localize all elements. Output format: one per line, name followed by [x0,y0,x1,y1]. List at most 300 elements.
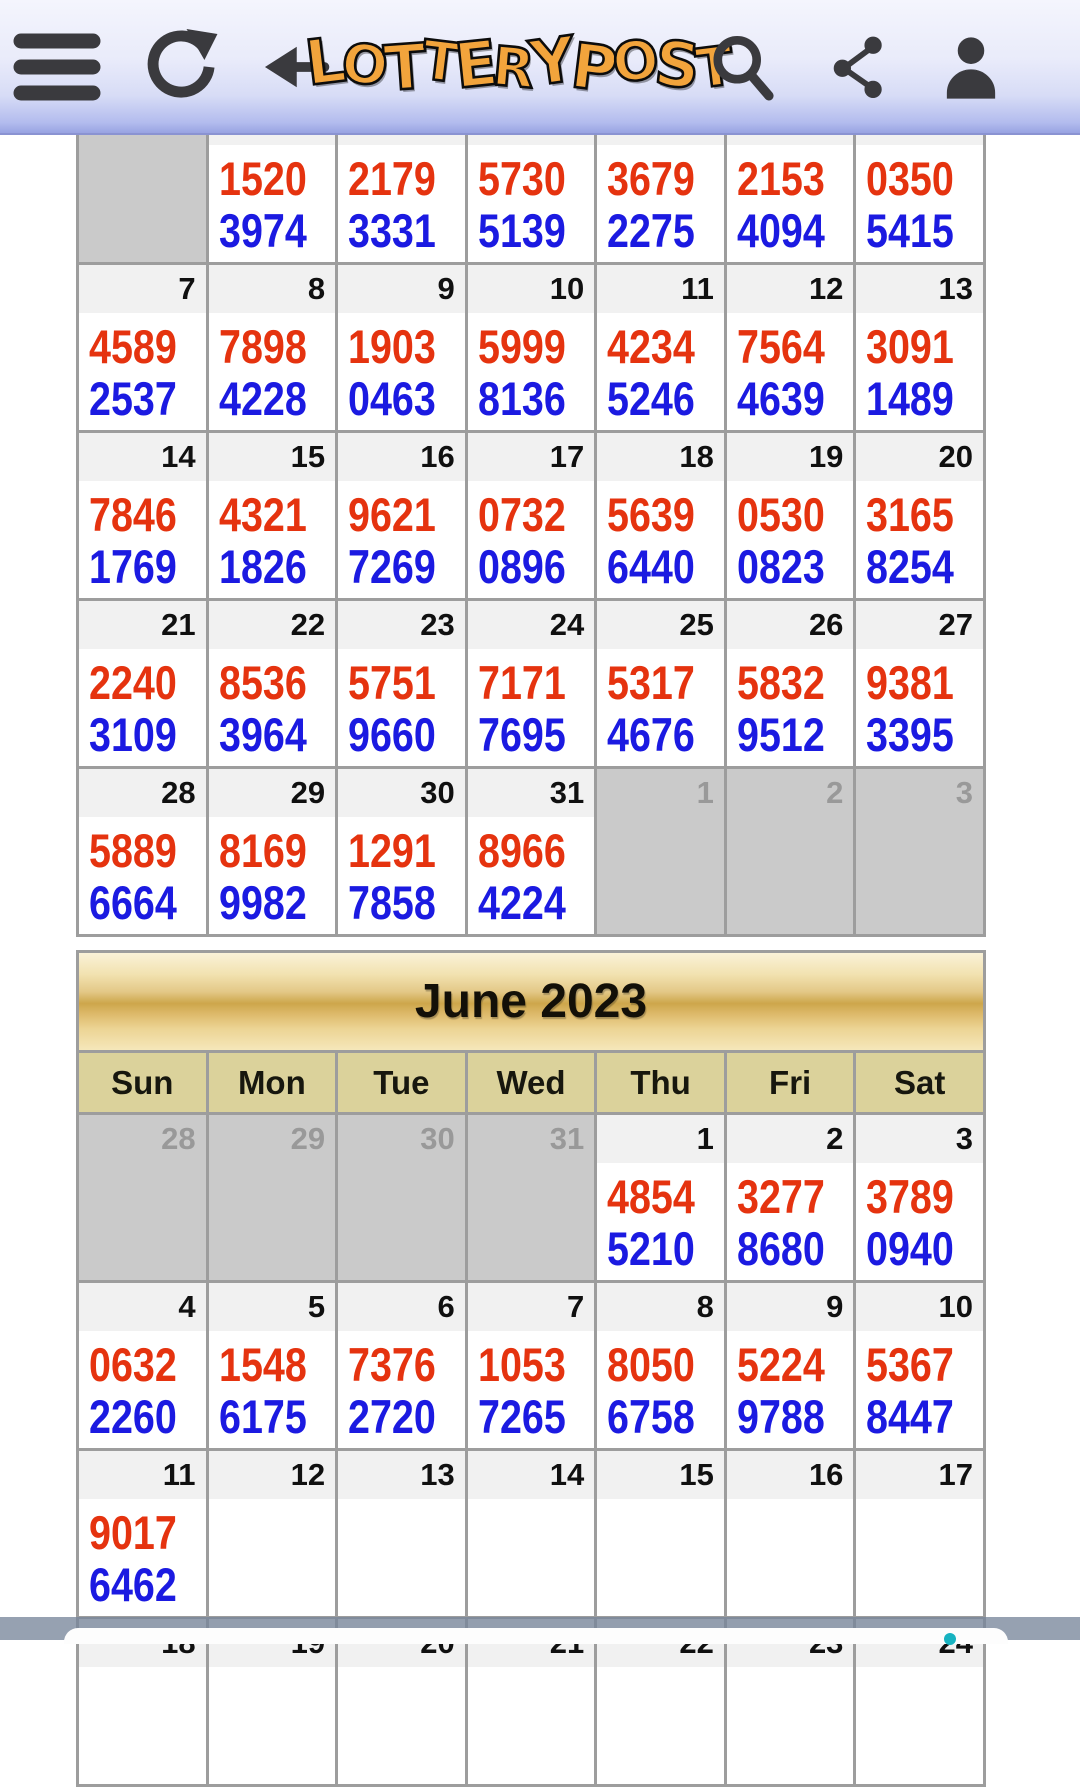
date-strip [338,769,465,817]
date-strip [727,433,854,481]
logo-letter: P [567,28,618,106]
result-bottom: 3964 [218,708,307,761]
results-area [468,649,595,766]
result-top: 5751 [348,656,436,709]
date-number: 26 [808,607,844,642]
date-strip [338,265,465,313]
results-area [79,1499,206,1616]
weekday-header: Fri [727,1053,854,1112]
result-bottom: 8680 [736,1222,825,1275]
results-area [468,1163,595,1280]
result-top: 2240 [89,656,177,709]
results-area [856,649,983,766]
date-strip [856,1451,983,1499]
date-strip [856,1283,983,1331]
results-area [468,481,595,598]
results-area [209,481,336,598]
ad-banner[interactable] [64,1628,1008,1644]
day-cell[interactable] [727,1115,854,1280]
date-strip [468,1283,595,1331]
day-cell[interactable] [727,265,854,430]
logo-letter: T [692,33,733,101]
date-strip [209,1115,336,1163]
day-cell[interactable] [597,1451,724,1616]
day-cell[interactable] [338,1115,465,1280]
date-number: 11 [162,1457,196,1492]
result-bottom: 0463 [348,372,436,425]
results-area [79,481,206,598]
results-area [338,1331,465,1448]
day-cell[interactable] [468,769,595,934]
result-bottom: 3974 [218,204,307,257]
calendar-grid [79,1115,983,1784]
results-area [209,145,336,262]
result-bottom: 7858 [348,876,436,929]
date-strip [727,601,854,649]
result-top: 5367 [866,1338,955,1391]
result-top: 1520 [218,152,307,205]
results-area [856,1163,983,1280]
day-cell[interactable] [468,265,595,430]
date-strip [79,1283,206,1331]
day-cell[interactable] [727,1451,854,1616]
date-number: 29 [290,775,326,810]
results-area [79,1331,206,1448]
date-number: 9 [437,271,455,306]
results-area [727,817,854,934]
result-bottom: 9788 [736,1390,825,1443]
results-area [856,145,983,262]
results-area [209,649,336,766]
date-strip [597,601,724,649]
calendar-title: June 2023 [79,953,983,1050]
date-strip [727,1115,854,1163]
day-cell[interactable] [338,769,465,934]
app-logo[interactable] [301,14,733,114]
day-cell[interactable] [79,1283,206,1448]
result-top: 5639 [607,488,696,541]
results-area [727,145,854,262]
day-cell[interactable] [79,265,206,430]
day-cell[interactable] [338,1451,465,1616]
results-area [338,313,465,430]
results-area [856,313,983,430]
date-number: 31 [549,1121,585,1156]
result-bottom: 6462 [89,1558,177,1611]
results-area [209,1667,336,1784]
date-strip [338,1451,465,1499]
results-area [597,481,724,598]
results-area [856,481,983,598]
result-bottom: 5210 [607,1222,696,1275]
logo-letter: E [451,25,497,103]
calendar-june-2023 [76,950,986,1787]
result-top: 1291 [348,824,436,877]
day-cell[interactable] [597,601,724,766]
result-bottom: 4228 [218,372,307,425]
results-area [468,1667,595,1784]
date-strip [597,265,724,313]
date-strip [209,601,336,649]
refresh-button[interactable] [138,24,224,110]
date-strip [468,265,595,313]
weekday-header-row [79,1053,983,1112]
date-number: 30 [420,1121,455,1156]
results-area [856,1667,983,1784]
results-area [468,817,595,934]
date-number: 18 [679,439,714,474]
date-strip [856,601,983,649]
results-area [727,481,854,598]
day-cell[interactable] [597,769,724,934]
results-area [338,481,465,598]
day-cell[interactable] [856,601,983,766]
date-number: 10 [549,271,585,306]
calendar-grid [79,97,983,934]
day-cell[interactable] [856,1115,983,1280]
day-cell[interactable] [209,769,336,934]
results-area [727,1499,854,1616]
date-number: 29 [290,1121,326,1156]
result-top: 1053 [477,1338,566,1391]
day-cell[interactable] [727,769,854,934]
result-top: 7171 [477,656,566,709]
result-top: 8536 [218,656,307,709]
date-strip [79,1451,206,1499]
result-top: 3165 [866,488,955,541]
results-area [856,1499,983,1616]
day-cell[interactable] [597,1115,724,1280]
results-area [727,1163,854,1280]
result-top: 7376 [348,1338,436,1391]
results-area [79,649,206,766]
day-cell[interactable] [209,601,336,766]
result-top: 1903 [348,320,436,373]
day-cell[interactable] [727,601,854,766]
day-cell[interactable] [727,1283,854,1448]
ad-corner-icon[interactable] [944,1633,956,1645]
day-cell[interactable] [209,265,336,430]
result-bottom: 3395 [866,708,955,761]
results-area [209,1163,336,1280]
results-area [209,1331,336,1448]
date-number: 22 [290,607,326,642]
date-number: 12 [808,271,844,306]
result-bottom: 9660 [348,708,436,761]
date-number: 16 [420,439,455,474]
day-cell[interactable] [338,601,465,766]
date-strip [209,433,336,481]
day-cell[interactable] [209,1115,336,1280]
day-cell[interactable] [468,601,595,766]
app-bar [0,0,1080,135]
date-strip [79,601,206,649]
logo-letter: Y [525,22,577,101]
results-area [597,313,724,430]
date-number: 19 [808,439,844,474]
result-top: 3679 [607,152,696,205]
result-bottom: 6440 [607,540,696,593]
result-bottom: 5139 [477,204,566,257]
result-bottom: 6664 [89,876,177,929]
logo-letter: T [381,29,425,105]
result-top: 4589 [89,320,177,373]
date-number: 2 [826,1121,844,1156]
weekday-header: Sun [79,1053,206,1112]
date-strip [597,1283,724,1331]
date-strip [597,769,724,817]
weekday-header: Tue [338,1053,465,1112]
day-cell[interactable] [468,1115,595,1280]
result-top: 0530 [736,488,825,541]
calendar-may-2023 [76,94,986,937]
results-area [79,313,206,430]
date-strip [79,769,206,817]
menu-button[interactable] [14,24,100,110]
results-area [209,817,336,934]
results-area [468,145,595,262]
day-cell[interactable] [597,433,724,598]
date-strip [338,1115,465,1163]
hamburger-icon [14,34,100,100]
date-number: 8 [307,271,326,306]
results-area [597,1667,724,1784]
result-bottom: 5246 [607,372,696,425]
result-bottom: 8254 [866,540,955,593]
date-strip [727,1451,854,1499]
date-strip [209,265,336,313]
date-number: 27 [938,607,973,642]
results-area [338,1499,465,1616]
result-bottom: 4224 [477,876,566,929]
day-cell[interactable] [79,769,206,934]
profile-button[interactable] [928,24,1014,110]
date-strip [856,1115,983,1163]
date-number: 17 [938,1457,973,1492]
result-top: 5317 [607,656,696,709]
results-area [338,145,465,262]
date-strip [727,265,854,313]
result-bottom: 2720 [348,1390,436,1443]
share-icon-button[interactable] [816,24,902,110]
result-top: 9621 [348,488,436,541]
date-number: 3 [955,775,973,810]
results-area [209,1499,336,1616]
date-number: 21 [161,607,196,642]
result-top: 0350 [866,152,955,205]
result-top: 4234 [607,320,696,373]
result-top: 0632 [89,1338,177,1391]
results-area [597,145,724,262]
date-number: 13 [420,1457,455,1492]
date-strip [468,601,595,649]
results-area [727,1667,854,1784]
date-number: 4 [178,1289,196,1324]
day-cell[interactable] [597,1283,724,1448]
result-top: 5832 [736,656,825,709]
results-area [79,145,206,262]
result-bottom: 1769 [89,540,177,593]
date-strip [338,1283,465,1331]
results-area [597,1499,724,1616]
results-area [338,649,465,766]
results-area [856,1331,983,1448]
day-cell[interactable] [79,601,206,766]
date-number: 15 [679,1457,714,1492]
result-top: 7846 [89,488,177,541]
day-cell[interactable] [727,433,854,598]
logo-letter: O [338,30,387,98]
results-area [597,1331,724,1448]
day-cell[interactable] [79,1451,206,1616]
day-cell[interactable] [856,265,983,430]
result-bottom: 8136 [477,372,566,425]
logo-letter: L [301,22,346,100]
date-number: 11 [681,271,714,306]
results-area [597,649,724,766]
date-number: 6 [437,1289,455,1324]
result-top: 7564 [736,320,825,373]
results-area [856,817,983,934]
result-bottom: 9512 [736,708,825,761]
result-top: 7898 [218,320,307,373]
date-strip [597,1451,724,1499]
date-number: 7 [178,271,196,306]
result-bottom: 6175 [218,1390,307,1443]
results-area [727,649,854,766]
day-cell[interactable] [338,1283,465,1448]
date-number: 16 [808,1457,844,1492]
result-bottom: 3109 [89,708,177,761]
date-number: 14 [549,1457,585,1492]
logo-letter: T [418,27,460,95]
date-number: 1 [696,775,714,810]
results-area [727,313,854,430]
weekday-header: Mon [209,1053,336,1112]
result-bottom: 3331 [348,204,436,257]
results-area [79,1163,206,1280]
day-cell[interactable] [856,1283,983,1448]
result-bottom: 2537 [89,372,177,425]
results-area [468,313,595,430]
date-number: 15 [290,439,326,474]
date-number: 5 [307,1289,326,1324]
result-bottom: 4676 [607,708,696,761]
result-top: 5224 [736,1338,825,1391]
date-strip [468,1451,595,1499]
date-number: 25 [679,607,714,642]
date-number: 30 [420,775,455,810]
result-bottom: 1489 [866,372,955,425]
day-cell[interactable] [79,433,206,598]
date-number: 7 [567,1289,585,1324]
logo-letter: O [610,27,658,95]
date-number: 9 [826,1289,844,1324]
date-strip [79,433,206,481]
date-number: 2 [826,775,844,810]
day-cell[interactable] [856,769,983,934]
date-strip [209,1283,336,1331]
date-strip [79,265,206,313]
day-cell[interactable] [209,1451,336,1616]
result-bottom: 5415 [866,204,955,257]
results-area [727,1331,854,1448]
date-number: 13 [938,271,973,306]
date-number: 28 [161,1121,196,1156]
day-cell[interactable] [597,265,724,430]
day-cell[interactable] [856,1451,983,1616]
result-top: 3789 [866,1170,955,1223]
date-strip [856,433,983,481]
day-cell[interactable] [338,265,465,430]
result-bottom: 6758 [607,1390,696,1443]
result-bottom: 4094 [736,204,825,257]
date-strip [209,1451,336,1499]
results-area [209,313,336,430]
result-bottom: 1826 [218,540,307,593]
result-bottom: 0940 [866,1222,955,1275]
day-cell[interactable] [209,433,336,598]
date-number: 10 [938,1289,973,1324]
result-top: 5730 [477,152,566,205]
day-cell[interactable] [856,433,983,598]
result-bottom: 2260 [89,1390,177,1443]
result-bottom: 7695 [477,708,566,761]
result-top: 3277 [736,1170,825,1223]
result-bottom: 4639 [736,372,825,425]
date-number: 28 [161,775,196,810]
result-top: 2153 [736,152,825,205]
date-strip [727,769,854,817]
date-strip [856,265,983,313]
date-number: 20 [938,439,973,474]
date-number: 8 [696,1289,714,1324]
logo-letter: R [490,33,534,101]
day-cell[interactable] [468,1451,595,1616]
date-strip [338,601,465,649]
date-strip [468,1115,595,1163]
search-icon [707,31,779,103]
results-area [338,1163,465,1280]
result-top: 8050 [607,1338,696,1391]
result-bottom: 0896 [477,540,566,593]
results-area [597,817,724,934]
day-cell[interactable] [209,1283,336,1448]
result-top: 9381 [866,656,955,709]
date-number: 1 [696,1121,714,1156]
refresh-icon [142,28,220,106]
result-top: 0732 [477,488,566,541]
day-cell[interactable] [338,433,465,598]
ad-overlay [0,1617,1080,1640]
date-strip [597,1115,724,1163]
day-cell[interactable] [468,433,595,598]
results-area [338,817,465,934]
result-top: 3091 [866,320,955,373]
person-icon [937,31,1005,103]
weekday-header: Sat [856,1053,983,1112]
date-number: 12 [290,1457,326,1492]
search-button[interactable] [700,24,786,110]
date-number: 23 [420,607,455,642]
day-cell[interactable] [468,1283,595,1448]
results-area [468,1331,595,1448]
result-top: 9017 [89,1506,177,1559]
day-cell[interactable] [79,1115,206,1280]
results-area [79,1667,206,1784]
result-top: 8169 [218,824,307,877]
weekday-header: Thu [597,1053,724,1112]
